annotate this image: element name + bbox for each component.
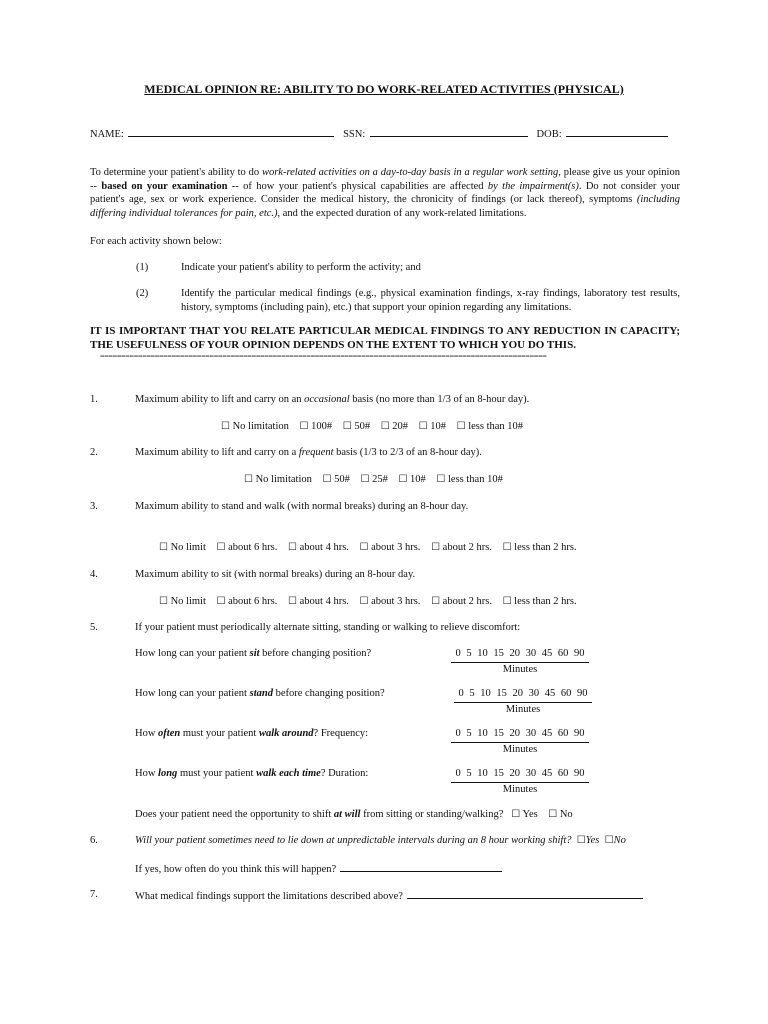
checkbox-icon[interactable]: ☐: [216, 542, 226, 553]
checkbox-icon[interactable]: ☐: [380, 421, 390, 432]
important-notice: IT IS IMPORTANT THAT YOU RELATE PARTICULAR MEDICAL FINDINGS TO ANY REDUCTION IN CAPACITY; THE USEFULNESS OF YOUR OPINION DEPENDS ON THE EXTENT TO WHICH YOU DO THIS.: [90, 325, 680, 351]
option-label: No: [613, 835, 626, 846]
instruction-text: Identify the particular medical findings (e.g., physical examination findings, x-ray findings, laboratory test results, history, symptoms (including pain), etc.) that support your opinion regarding any limitations.: [181, 288, 680, 313]
question-part: Maximum ability to lift and carry on an: [135, 394, 305, 405]
question-text: [135, 393, 680, 407]
separator-line: ==========================================================================================================: [100, 352, 547, 361]
option-label: No limit: [170, 596, 206, 607]
checkbox-option[interactable]: [436, 474, 502, 485]
question-number: 3.: [90, 501, 98, 512]
checkbox-icon[interactable]: ☐: [431, 596, 441, 607]
checkbox-icon[interactable]: ☐: [456, 421, 466, 432]
question-number: 4.: [90, 569, 98, 580]
question-part: How: [135, 768, 159, 779]
q3-options: [159, 541, 585, 555]
checkbox-icon[interactable]: ☐: [502, 542, 512, 553]
checkbox-option[interactable]: [503, 542, 577, 553]
option-label: 20#: [392, 421, 409, 432]
question-part: basis (1/3 to 2/3 of an 8-hour day).: [333, 447, 482, 458]
q6-followup: [135, 861, 680, 877]
checkbox-option[interactable]: [360, 596, 421, 607]
question-part: How: [135, 728, 159, 739]
option-label: about 2 hrs.: [442, 542, 492, 553]
name-label: NAME:: [90, 129, 124, 140]
checkbox-option[interactable]: [343, 421, 370, 432]
instruction-text: Indicate your patient's ability to perform the activity; and: [181, 262, 421, 273]
checkbox-icon[interactable]: ☐: [359, 596, 369, 607]
checkbox-icon[interactable]: ☐: [159, 596, 168, 607]
followup-field[interactable]: [340, 861, 502, 872]
question-part: must your patient: [177, 768, 257, 779]
question-part: What medical findings support the limitations described above?: [135, 891, 403, 902]
scale-values[interactable]: 0 5 10 15 20 30 45 60 90: [451, 767, 589, 783]
option-label: about 3 hrs.: [371, 596, 421, 607]
question-part: before changing position?: [272, 688, 385, 699]
checkbox-icon[interactable]: ☐: [342, 421, 352, 432]
question-emphasis: frequent: [298, 447, 334, 458]
question-text: [135, 834, 680, 848]
intro-bold: based on your examination: [101, 180, 228, 192]
question-text: [135, 446, 680, 460]
yes-option[interactable]: [511, 809, 538, 820]
checkbox-icon[interactable]: ☐: [359, 542, 369, 553]
checkbox-icon[interactable]: ☐: [244, 474, 253, 485]
question-part: before changing position?: [259, 648, 372, 659]
checkbox-icon[interactable]: ☐: [159, 542, 168, 553]
checkbox-option[interactable]: [300, 421, 333, 432]
instruction-number: (2): [136, 288, 149, 299]
checkbox-option[interactable]: [360, 542, 421, 553]
question-part: ? Duration:: [320, 768, 369, 779]
option-label: 10#: [410, 474, 426, 485]
no-option[interactable]: [605, 835, 626, 846]
question-number: 7.: [90, 889, 98, 900]
question-text: If your patient must periodically alternate sitting, standing or walking to relieve discomfort:: [135, 622, 521, 633]
q4-options: [159, 595, 585, 609]
option-label: 25#: [372, 474, 388, 485]
checkbox-option[interactable]: [221, 421, 289, 432]
question-emphasis: sit: [249, 648, 260, 659]
question-emphasis: stand: [249, 688, 273, 699]
question-emphasis: walk around: [258, 728, 314, 739]
question-part: must your patient: [180, 728, 259, 739]
scale-unit: Minutes: [502, 663, 538, 675]
scale-unit: Minutes: [502, 783, 538, 795]
checkbox-icon[interactable]: ☐: [221, 421, 230, 432]
question-number: 5.: [90, 622, 98, 633]
duration-minutes-scale[interactable]: [451, 767, 589, 796]
checkbox-icon[interactable]: ☐: [216, 596, 226, 607]
question-emphasis: walk each time: [256, 768, 321, 779]
checkbox-icon[interactable]: ☐: [548, 809, 558, 820]
option-label: about 4 hrs.: [299, 596, 349, 607]
option-label: Yes: [522, 809, 538, 820]
intro-paragraph: [90, 166, 680, 221]
question-part: from sitting or standing/walking?: [360, 809, 504, 820]
option-label: less than 10#: [468, 421, 524, 432]
question-part: basis (no more than 1/3 of an 8-hour day).: [349, 394, 530, 405]
checkbox-icon[interactable]: ☐: [398, 474, 408, 485]
intro-text: , and the expected duration of any work-related limitations.: [277, 207, 527, 219]
patient-id-line: [90, 126, 674, 142]
intro-text: To determine your patient's ability to do: [90, 167, 262, 178]
checkbox-option[interactable]: [217, 596, 278, 607]
question-emphasis: at will: [333, 809, 361, 820]
question-part: How long can your patient: [135, 688, 250, 699]
intro-emphasis: (including differing individual tolerances for pain, etc.): [90, 194, 680, 219]
sit-question: [135, 647, 680, 661]
no-option[interactable]: [548, 809, 572, 820]
option-label: about 3 hrs.: [371, 542, 421, 553]
checkbox-option[interactable]: [288, 542, 349, 553]
option-label: less than 2 hrs.: [514, 542, 577, 553]
scale-values[interactable]: 0 5 10 15 20 30 45 60 90: [451, 727, 589, 743]
option-label: No limit: [170, 542, 206, 553]
scale-values[interactable]: 0 5 10 15 20 30 45 60 90: [454, 687, 592, 703]
question-emphasis: long: [158, 768, 178, 779]
question-number: 1.: [90, 394, 98, 405]
option-label: No limitation: [232, 421, 289, 432]
checkbox-option[interactable]: [159, 596, 206, 607]
intro-text: . Do not consider your patient's age, sex or work experience. Consider the medical history, the chronicity of findings (or lack thereof), symptoms: [90, 180, 680, 206]
dob-label: DOB:: [536, 129, 562, 140]
question-emphasis: occasional: [304, 394, 350, 405]
question-emphasis: often: [158, 728, 181, 739]
q7-answer-field[interactable]: [407, 888, 643, 899]
name-field[interactable]: [128, 126, 334, 137]
for-each-label: For each activity shown below:: [90, 236, 222, 247]
option-label: less than 10#: [448, 474, 503, 485]
question-text: Maximum ability to stand and walk (with normal breaks) during an 8-hour day.: [135, 501, 469, 512]
ssn-field[interactable]: [370, 126, 528, 137]
option-label: 50#: [354, 421, 371, 432]
checkbox-icon[interactable]: ☐: [360, 474, 370, 485]
question-part: Maximum ability to lift and carry on a: [135, 447, 299, 458]
checkbox-option[interactable]: [419, 421, 446, 432]
checkbox-option[interactable]: [288, 596, 349, 607]
intro-text: -- of how your patient's physical capabilities are affected: [227, 180, 488, 192]
intro-text: , please give us your opinion --: [90, 167, 680, 192]
option-label: 50#: [334, 474, 350, 485]
scale-unit: Minutes: [502, 743, 538, 755]
option-label: about 4 hrs.: [299, 542, 349, 553]
option-label: about 2 hrs.: [442, 596, 492, 607]
often-minutes-scale[interactable]: [451, 727, 589, 756]
followup-label: If yes, how often do you think this will happen?: [135, 864, 337, 875]
checkbox-option[interactable]: [244, 474, 312, 485]
option-label: about 6 hrs.: [228, 596, 278, 607]
checkbox-option[interactable]: [503, 596, 577, 607]
instruction-number: (1): [136, 262, 149, 273]
checkbox-option[interactable]: [457, 421, 523, 432]
yes-option[interactable]: [577, 835, 600, 846]
scale-unit: Minutes: [505, 703, 541, 715]
option-label: about 6 hrs.: [228, 542, 278, 553]
checkbox-icon[interactable]: ☐: [511, 809, 521, 820]
intro-emphasis: work-related activities on a day-to-day basis in a regular work setting: [261, 167, 559, 178]
question-part: Does your patient need the opportunity to shift: [135, 809, 334, 820]
checkbox-icon[interactable]: ☐: [436, 474, 446, 485]
checkbox-icon[interactable]: ☐: [604, 835, 614, 846]
checkbox-option[interactable]: [381, 421, 408, 432]
often-question: [135, 727, 680, 741]
option-label: 10#: [430, 421, 447, 432]
question-number: 6.: [90, 835, 98, 846]
q1-options: [221, 420, 531, 434]
checkbox-option[interactable]: [323, 474, 350, 485]
scale-values[interactable]: 0 5 10 15 20 30 45 60 90: [451, 647, 589, 663]
question-emphasis: Will your patient sometimes need to lie down at unpredictable intervals during an 8 hour working shift?: [135, 835, 572, 846]
question-number: 2.: [90, 447, 98, 458]
checkbox-icon[interactable]: ☐: [288, 542, 297, 553]
intro-emphasis: by the impairment(s): [487, 180, 579, 192]
dob-field[interactable]: [566, 126, 668, 137]
question-text: [135, 888, 680, 904]
question-text: Maximum ability to sit (with normal breaks) during an 8-hour day.: [135, 569, 416, 580]
option-label: No limitation: [255, 474, 312, 485]
q2-options: [244, 473, 511, 487]
checkbox-option[interactable]: [159, 542, 206, 553]
checkbox-icon[interactable]: ☐: [299, 421, 309, 432]
checkbox-option[interactable]: [431, 596, 492, 607]
checkbox-option[interactable]: [360, 474, 387, 485]
checkbox-icon[interactable]: ☐: [288, 596, 297, 607]
form-title: MEDICAL OPINION RE: ABILITY TO DO WORK-RELATED ACTIVITIES (PHYSICAL): [144, 82, 624, 96]
checkbox-icon[interactable]: ☐: [576, 835, 586, 846]
checkbox-option[interactable]: [431, 542, 492, 553]
option-label: Yes: [585, 835, 600, 846]
question-part: How long can your patient: [135, 648, 250, 659]
stand-minutes-scale[interactable]: [454, 687, 592, 716]
shift-question: [135, 808, 680, 822]
checkbox-option[interactable]: [398, 474, 425, 485]
checkbox-icon[interactable]: ☐: [431, 542, 441, 553]
option-label: No: [559, 809, 573, 820]
question-part: ? Frequency:: [313, 728, 369, 739]
checkbox-icon[interactable]: ☐: [418, 421, 428, 432]
checkbox-option[interactable]: [217, 542, 278, 553]
option-label: 100#: [311, 421, 333, 432]
ssn-label: SSN:: [343, 129, 366, 140]
sit-minutes-scale[interactable]: [451, 647, 589, 676]
duration-question: [135, 767, 680, 781]
stand-question: [135, 687, 680, 701]
checkbox-icon[interactable]: ☐: [502, 596, 512, 607]
checkbox-icon[interactable]: ☐: [322, 474, 332, 485]
option-label: less than 2 hrs.: [514, 596, 577, 607]
